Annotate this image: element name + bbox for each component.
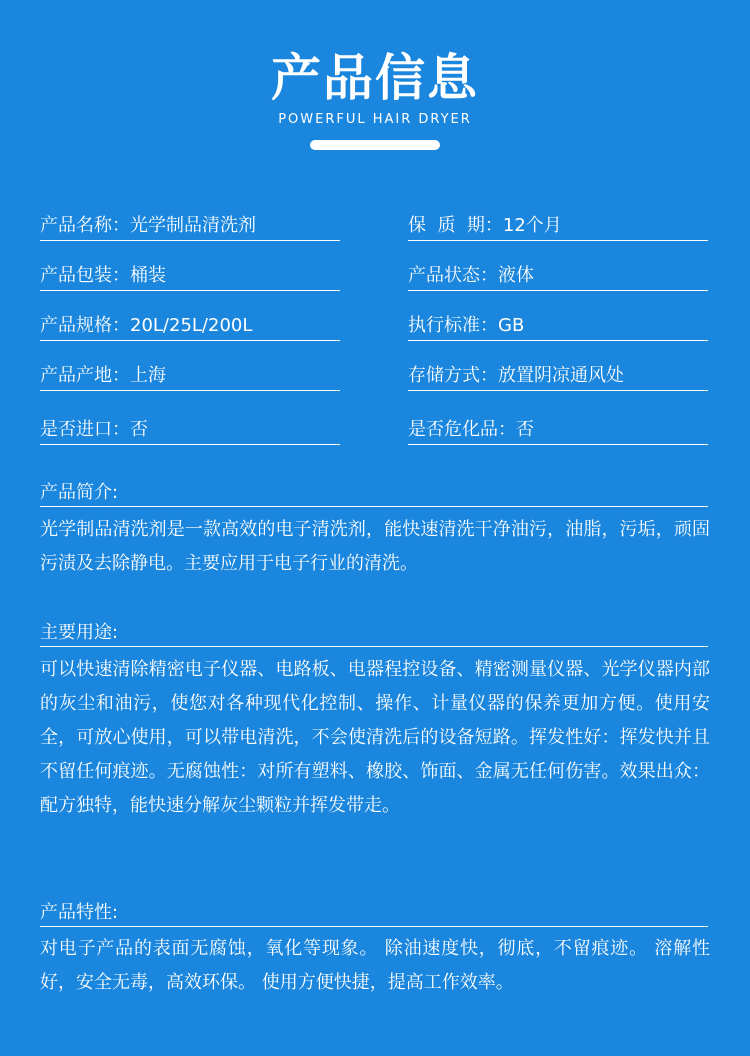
field-product-name xyxy=(40,212,340,241)
field-value: 放置阴凉通风处 xyxy=(498,365,624,386)
field-standard xyxy=(408,312,708,341)
field-imported xyxy=(40,416,340,445)
title-underline-bar xyxy=(310,140,440,150)
field-origin xyxy=(40,362,340,391)
features-text: 对电子产品的表面无腐蚀，氧化等现象。 除油速度快，彻底，不留痕迹。 溶解性好，安全无毒，高效环保。 使用方便快捷，提高工作效率。 xyxy=(40,938,710,993)
field-value: 20L/25L/200L xyxy=(130,315,253,336)
page-title: 产品信息 xyxy=(271,49,479,107)
field-value: GB xyxy=(498,315,525,336)
field-label: 保 质 期： xyxy=(408,215,503,236)
field-spec xyxy=(40,312,340,341)
field-value: 桶装 xyxy=(130,265,166,286)
field-value: 光学制品清洗剂 xyxy=(130,215,256,236)
page-subtitle: POWERFUL HAIR DRYER xyxy=(278,112,472,127)
features-heading: 产品特性: xyxy=(40,900,708,927)
field-label: 是否进口： xyxy=(40,419,130,440)
field-value: 上海 xyxy=(130,365,166,386)
field-label: 产品名称： xyxy=(40,215,130,236)
field-package xyxy=(40,262,340,291)
field-storage xyxy=(408,362,708,391)
intro-text: 光学制品清洗剂是一款高效的电子清洗剂，能快速清洗干净油污，油脂，污垢，顽固污渍及去除静电。主要应用于电子行业的清洗。 xyxy=(40,519,710,574)
field-label: 产品状态： xyxy=(408,265,498,286)
intro-heading: 产品简介: xyxy=(40,480,708,507)
field-hazardous xyxy=(408,416,708,445)
field-value: 12个月 xyxy=(502,215,562,236)
field-value: 否 xyxy=(130,419,148,440)
field-shelf-life xyxy=(408,212,708,241)
field-value: 液体 xyxy=(498,265,534,286)
field-label: 是否危化品： xyxy=(408,419,516,440)
field-label: 存储方式： xyxy=(408,365,498,386)
field-label: 产品产地： xyxy=(40,365,130,386)
usage-text: 可以快速清除精密电子仪器、电路板、电器程控设备、精密测量仪器、光学仪器内部的灰尘和油污，使您对各种现代化控制、操作、计量仪器的保养更加方便。使用安全，可放心使用，可以带电清洗，不会使清洗后的设备短路。挥发性好：挥发快并且不留任何痕迹。无腐蚀性：对所有塑料、橡胶、饰面、金属无任何伤害。效果出众：配方独特，能快速分解灰尘颗粒并挥发带走。 xyxy=(40,659,710,816)
field-label: 产品规格： xyxy=(40,315,130,336)
field-state xyxy=(408,262,708,291)
usage-heading: 主要用途: xyxy=(40,620,708,647)
field-label: 产品包装： xyxy=(40,265,130,286)
field-label: 执行标准： xyxy=(408,315,498,336)
field-value: 否 xyxy=(516,419,534,440)
